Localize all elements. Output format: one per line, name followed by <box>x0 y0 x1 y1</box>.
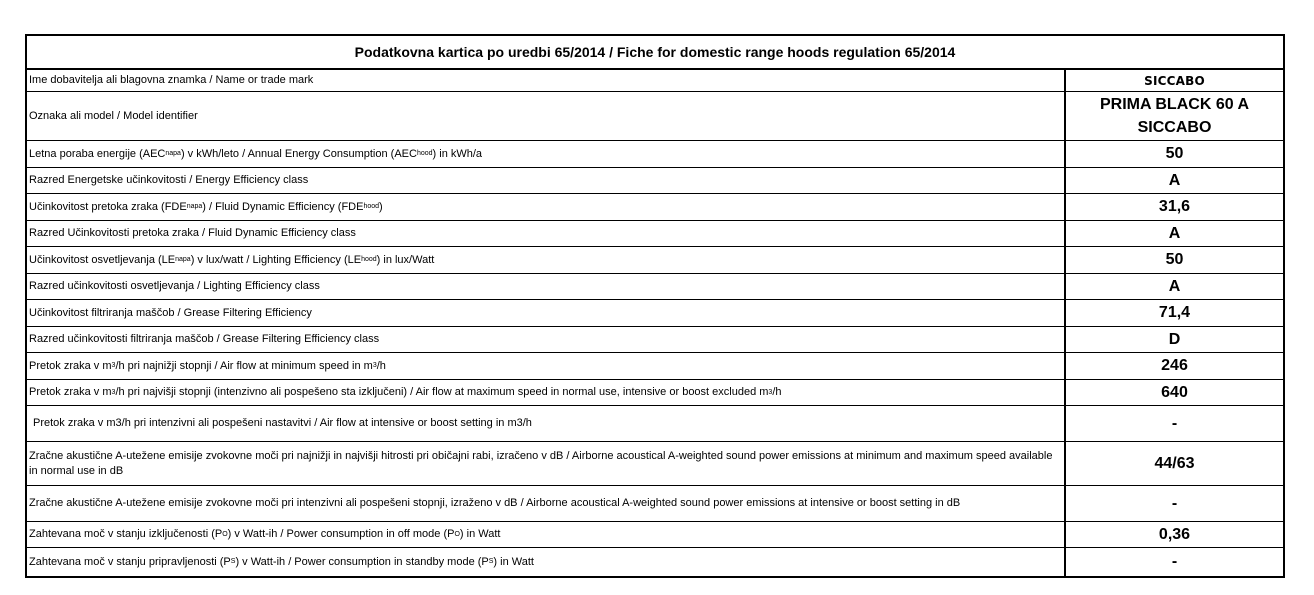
row-power-off-mode <box>27 522 1283 548</box>
product-fiche-table <box>25 34 1285 578</box>
row-acoustic-emissions-normal <box>27 442 1283 486</box>
row-value: 44/63 <box>1154 454 1195 472</box>
row-annual-energy-consumption <box>27 141 1283 168</box>
row-value: - <box>1171 553 1178 570</box>
row-value: SICCABO <box>1144 73 1205 88</box>
row-value: - <box>1171 494 1178 512</box>
row-label: Učinkovitost osvetljevanja (LE napa ) v lux/watt / Lighting Efficiency (LE hood ) in lux/Watt <box>27 247 1066 273</box>
row-grease-filtering-efficiency <box>27 300 1283 327</box>
model-name: PRIMA BLACK 60 A <box>1099 96 1250 113</box>
row-label: Letna poraba energije (AEC napa ) v kWh/leto / Annual Energy Consumption (AEC hood ) in kWh/a <box>27 141 1066 167</box>
row-label: Zračne akustične A-utežene emisije zvokovne moči pri intenzivni ali pospešeni stopnji, izraženo v dB / Airborne acoustical A-weighted sound power emissions at intensive or boost setting in dB <box>27 486 1066 521</box>
row-value: - <box>1171 414 1178 432</box>
row-model-identifier <box>27 92 1283 141</box>
row-label: Zračne akustične A-utežene emisije zvokovne moči pri najnižji in najvišji hitrosti pri običajni rabi, izračeno v dB / Airborne acoustical A-weighted sound power emissions at minimum and maximum speed available in normal use in dB <box>27 442 1066 485</box>
row-label: Zahtevana moč v stanju izključenosti (P O ) v Watt-ih / Power consumption in off mode (P O ) in Watt <box>27 522 1066 547</box>
row-value: A <box>1168 171 1181 189</box>
row-value: 31,6 <box>1158 198 1191 215</box>
row-label: Ime dobavitelja ali blagovna znamka / Name or trade mark <box>27 70 1066 91</box>
row-value: 50 <box>1165 145 1184 162</box>
row-power-standby-mode <box>27 548 1283 576</box>
table-title: Podatkovna kartica po uredbi 65/2014 / Fiche for domestic range hoods regulation 65/2014 <box>27 36 1283 70</box>
row-value: 246 <box>1161 357 1188 374</box>
row-label: Učinkovitost filtriranja maščob / Grease Filtering Efficiency <box>27 300 1066 326</box>
row-acoustic-emissions-intensive <box>27 486 1283 522</box>
row-air-flow-intensive <box>27 406 1283 442</box>
row-value: A <box>1168 277 1181 295</box>
row-value: 50 <box>1165 251 1184 268</box>
row-air-flow-maximum <box>27 380 1283 406</box>
row-value: 640 <box>1161 383 1188 401</box>
row-label: Zahtevana moč v stanju pripravljenosti (P S ) v Watt-ih / Power consumption in standby mode (P S ) in Watt <box>27 548 1066 576</box>
row-label: Pretok zraka v m 3 /h pri najvišji stopnji (intenzivno ali pospešeno sta izključeni) / Air flow at maximum speed in normal use, intensive or boost excluded m 3 /h <box>27 380 1066 405</box>
row-grease-filtering-efficiency-class <box>27 327 1283 353</box>
row-label: Oznaka ali model / Model identifier <box>27 92 1066 140</box>
row-energy-efficiency-class <box>27 168 1283 194</box>
row-air-flow-minimum <box>27 353 1283 380</box>
row-fluid-dynamic-efficiency <box>27 194 1283 221</box>
row-value <box>1066 92 1283 140</box>
row-label: Razred učinkovitosti osvetljevanja / Lighting Efficiency class <box>27 274 1066 299</box>
row-label: Pretok zraka v m3/h pri intenzivni ali pospešeni nastavitvi / Air flow at intensive or boost setting in m3/h <box>27 406 1066 441</box>
row-label: Razred Energetske učinkovitosti / Energy Efficiency class <box>27 168 1066 193</box>
row-label: Razred učinkovitosti filtriranja maščob / Grease Filtering Efficiency class <box>27 327 1066 352</box>
row-value: D <box>1168 330 1181 348</box>
row-fluid-dynamic-efficiency-class <box>27 221 1283 247</box>
row-label: Razred Učinkovitosti pretoka zraka / Fluid Dynamic Efficiency class <box>27 221 1066 246</box>
row-label: Pretok zraka v m 3 /h pri najnižji stopnji / Air flow at minimum speed in m 3 /h <box>27 353 1066 379</box>
row-value: 71,4 <box>1158 304 1191 321</box>
row-value: 0,36 <box>1158 525 1191 543</box>
row-value: A <box>1168 224 1181 242</box>
row-trade-mark <box>27 70 1283 92</box>
row-lighting-efficiency <box>27 247 1283 274</box>
model-brand: SICCABO <box>1137 119 1212 136</box>
row-lighting-efficiency-class <box>27 274 1283 300</box>
row-label: Učinkovitost pretoka zraka (FDE napa ) / Fluid Dynamic Efficiency (FDE hood ) <box>27 194 1066 220</box>
